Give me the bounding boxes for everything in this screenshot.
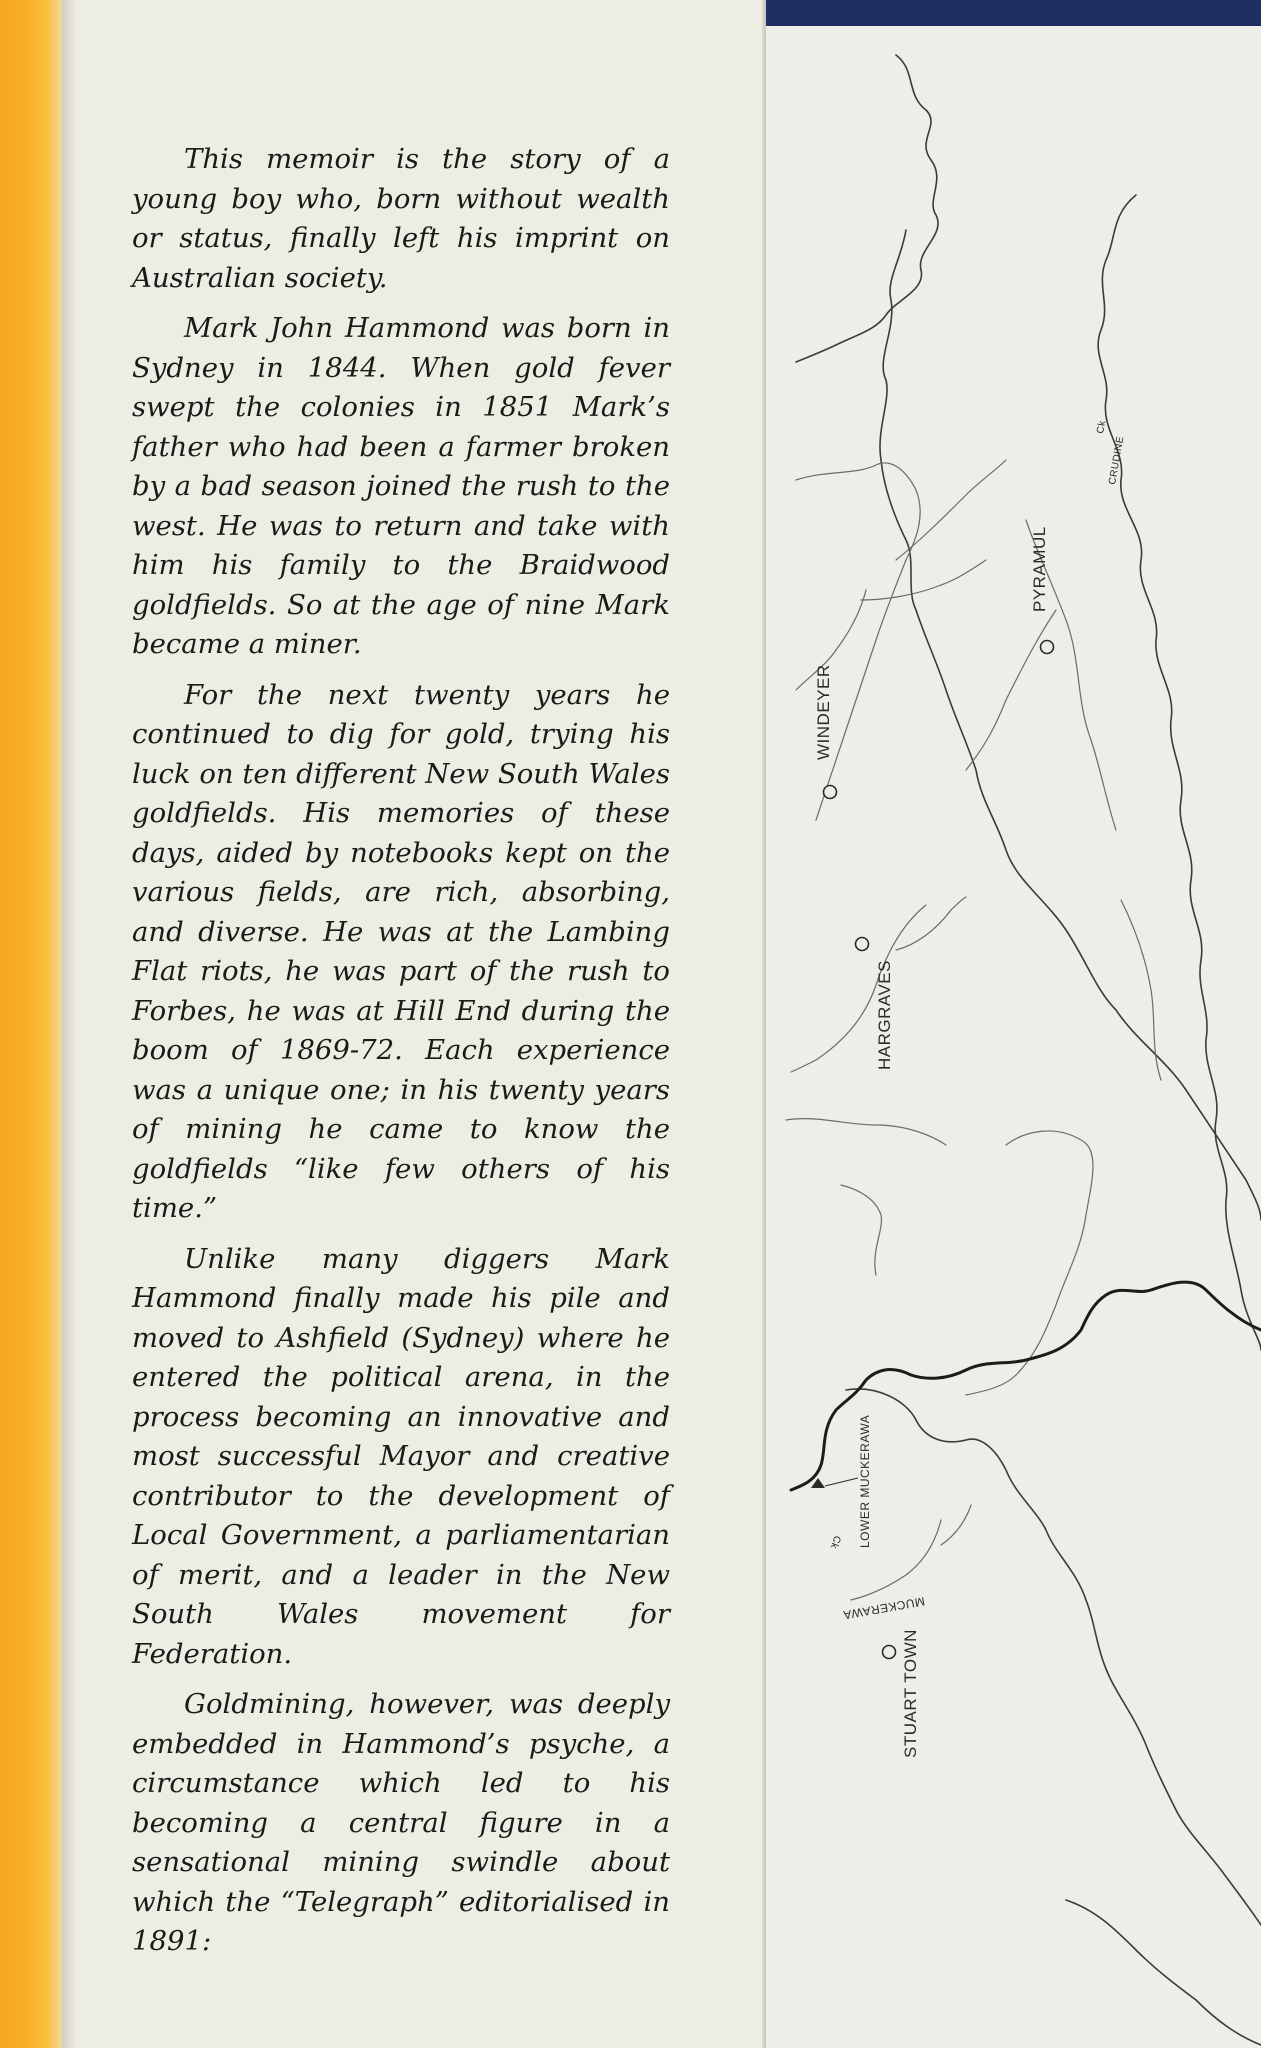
- creek-mid-1: [786, 1119, 946, 1145]
- label-windeyer: WINDEYER: [814, 664, 833, 760]
- label-lower-muckerawa: LOWER MUCKERAWA: [858, 1414, 872, 1548]
- creek-windeyer-1: [796, 463, 920, 820]
- blurb-text: [132, 140, 670, 1973]
- town-marker-pyramul: [1041, 641, 1054, 654]
- spine-shadow: [62, 0, 76, 2048]
- creek-left-small: [841, 1185, 881, 1275]
- label-crudine: CRUDINE: [1107, 435, 1127, 486]
- label-stuart-town: STUART TOWN: [901, 1629, 920, 1758]
- town-marker-stuart-town: [883, 1646, 896, 1659]
- town-marker-windeyer: [824, 786, 837, 799]
- map-drawing: [766, 0, 1261, 2048]
- label-muckerawa-ck: MUCKERAWA: [841, 1594, 926, 1623]
- creek-lower-2: [941, 1505, 971, 1545]
- river-top-left: [796, 55, 938, 362]
- blurb-paragraph-4: Unlike many diggers Mark Hammond finally made his pile and moved to Ashfield (Sydney) where he entered the political arena, in the process becoming an innovative and most successful Mayor and creative contributor to the development of Local Government, a parliamentarian of merit, and a leader in the New South Wales movement for Federation.: [132, 1242, 670, 1670]
- blurb-paragraph-1: This memoir is the story of a young boy who, born without wealth or status, finally left his imprint on Australian society.: [132, 143, 670, 294]
- label-muckerawa-ck-suffix: Ck: [827, 1533, 843, 1551]
- creek-pyramul-2: [966, 610, 1056, 770]
- label-pyramul: PYRAMUL: [1030, 526, 1049, 612]
- town-marker-hargraves: [856, 938, 869, 951]
- blue-cover-band: [766, 0, 1261, 26]
- label-crudine-ck-suffix: Ck: [1095, 419, 1109, 435]
- creek-mid-2: [966, 1131, 1093, 1395]
- leader-line-lower-muckerawa: [825, 1478, 858, 1486]
- blurb-paragraph-3: For the next twenty years he continued to dig for gold, trying his luck on ten different New South Wales goldfields. His memories of these days, aided by notebooks kept on the various fields, are rich, absorbing, and diverse. He was at the Lambing Flat riots, he was part of the rush to Forbes, he was at Hill End during the boom of 1869-72. Each experience was a unique one; in his twenty years of mining he came to know the goldfields “like few others of his time.”: [132, 678, 670, 1224]
- label-hargraves: HARGRAVES: [875, 960, 894, 1070]
- goldfields-map: [766, 0, 1261, 2048]
- river-bottom-right: [1066, 1900, 1261, 2045]
- creek-crudine-2: [1121, 900, 1161, 1080]
- creek-windeyer-4: [861, 560, 986, 600]
- river-crudine: [880, 230, 1261, 1220]
- orange-spine: [0, 0, 62, 2048]
- blurb-paragraph-2: Mark John Hammond was born in Sydney in 1844. When gold fever swept the colonies in 1851 Mark’s father who had been a farmer broken by a bad season joined the rush to the west. He was to return and take with him his family to the Braidwood goldfields. So at the age of nine Mark became a miner.: [132, 312, 670, 660]
- creek-hargraves: [791, 905, 926, 1072]
- creek-hargraves-2: [896, 897, 966, 950]
- blurb-paragraph-5: Goldmining, however, was deeply embedded in Hammond’s psyche, a circumstance which led to his becoming a central figure in a sensational mining swindle about which the “Telegraph” editorialised in 1891:: [132, 1688, 670, 1957]
- river-east: [1098, 195, 1261, 1350]
